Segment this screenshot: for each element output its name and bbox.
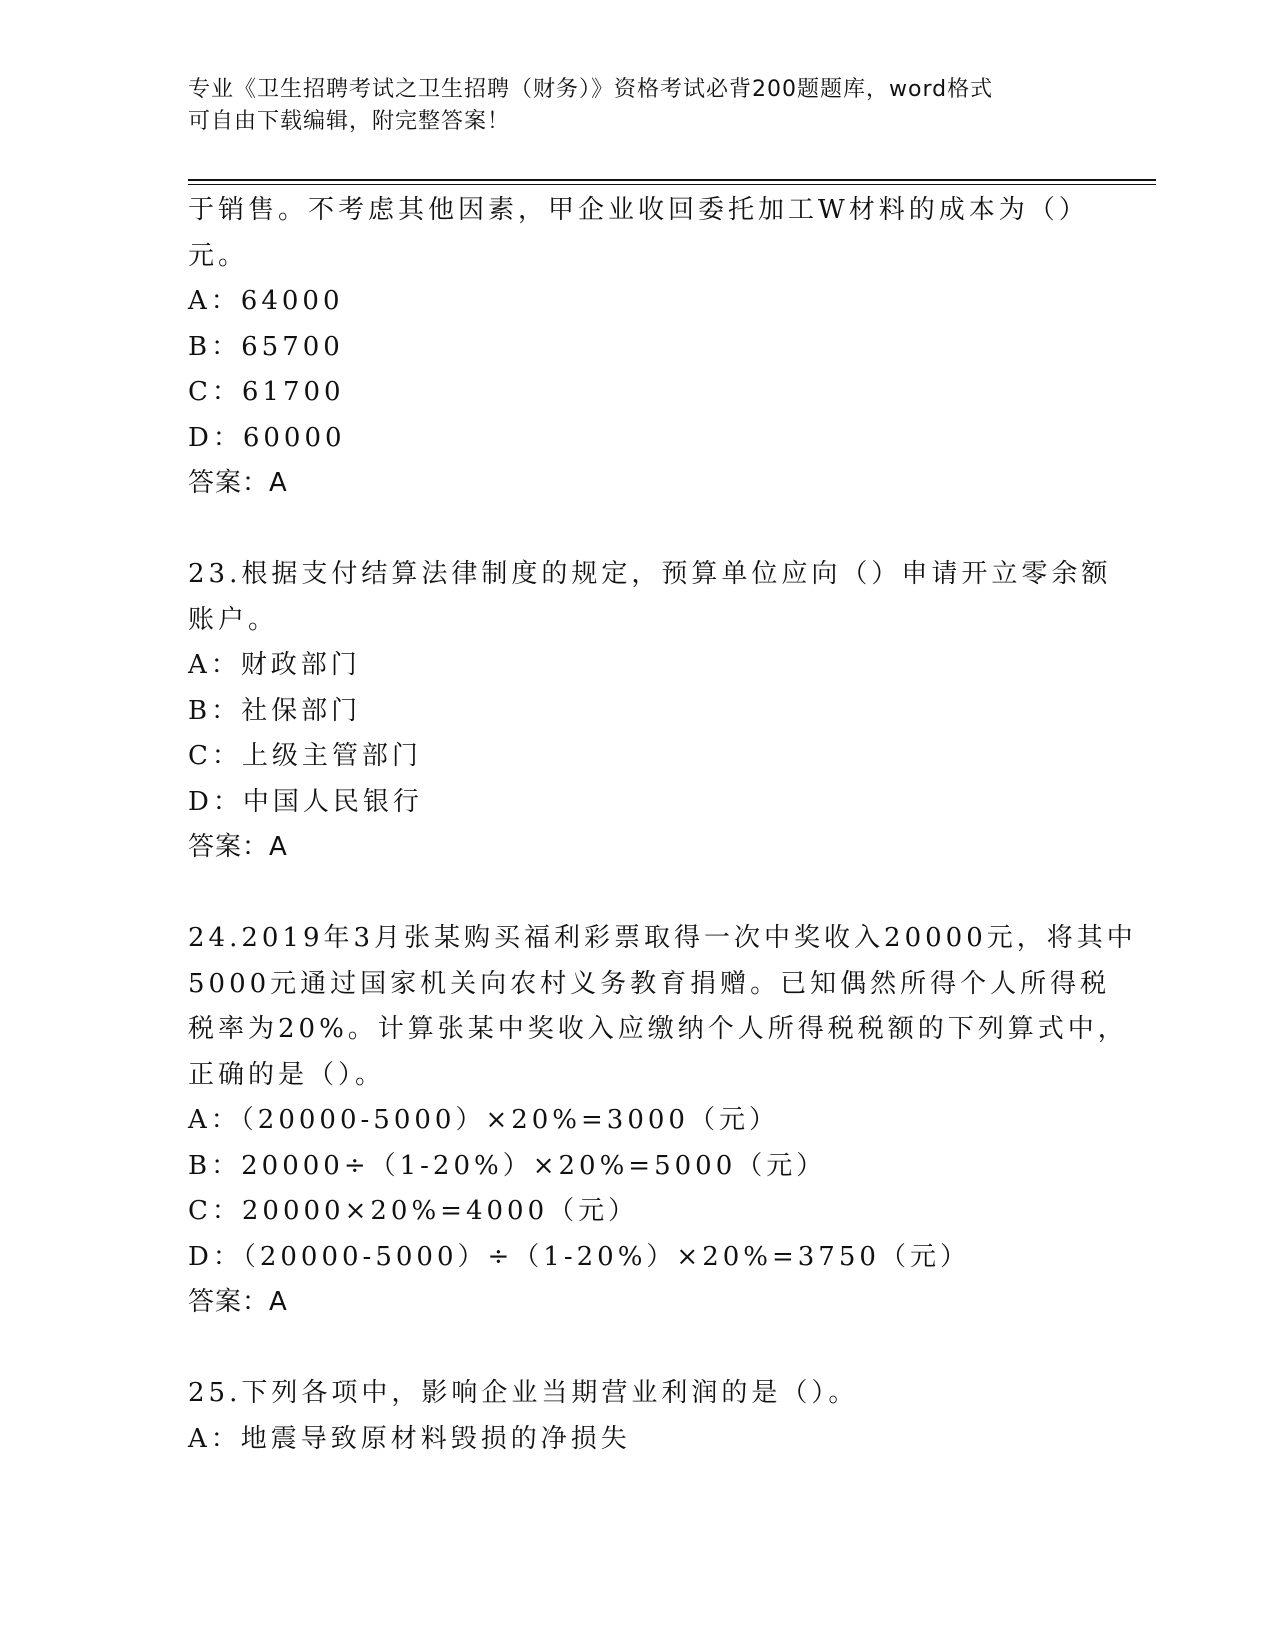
question-list: [188, 188, 1137, 1462]
question-23: [188, 552, 1112, 871]
option-b: B：社保部门: [188, 695, 362, 726]
question-stem-line: 23.根据支付结算法律制度的规定，预算单位应向（）申请开立零余额: [188, 559, 1112, 589]
answer-line: 答案：A: [188, 1287, 288, 1317]
question-24: [188, 916, 1137, 1326]
option-a: A：财政部门: [188, 650, 361, 680]
option-c: C：上级主管部门: [188, 741, 422, 771]
option-a: A：64000: [188, 286, 344, 316]
answer-line: 答案：A: [188, 468, 288, 498]
option-b: B：65700: [188, 331, 344, 362]
header-divider-thin: [188, 184, 1156, 185]
option-b: B：20000÷（1-20%）×20%=5000（元）: [188, 1150, 827, 1181]
question-stem-line: 元。: [188, 240, 249, 271]
option-d: D：中国人民银行: [188, 786, 423, 817]
question-stem-line: 5000元通过国家机关向农村义务教育捐赠。已知偶然所得个人所得税: [188, 968, 1111, 999]
header-title-line-2: 可自由下载编辑，附完整答案！: [188, 109, 511, 134]
question-22: [188, 188, 1088, 507]
spacer: [188, 507, 1088, 553]
question-stem-line: 税率为20%。计算张某中奖收入应缴纳个人所得税税额的下列算式中，: [188, 1014, 1128, 1044]
document-header: [188, 74, 1068, 138]
question-25: [188, 1371, 1088, 1462]
spacer: [188, 1326, 1088, 1372]
question-stem-line: 于销售。不考虑其他因素，甲企业收回委托加工W材料的成本为（）: [188, 195, 1089, 225]
question-stem-line: 25.下列各项中，影响企业当期营业利润的是（）。: [188, 1378, 859, 1408]
option-a: A：（20000-5000）×20%=3000（元）: [188, 1105, 779, 1135]
question-stem-line: 24.2019年3月张某购买福利彩票取得一次中奖收入20000元，将其中: [188, 923, 1137, 953]
question-stem-line: 正确的是（）。: [188, 1059, 386, 1090]
answer-line: 答案：A: [188, 832, 288, 862]
question-stem-line: 账户。: [188, 604, 279, 635]
option-c: C：61700: [188, 377, 345, 407]
option-d: D：（20000-5000）÷（1-20%）×20%=3750（元）: [188, 1241, 970, 1272]
spacer: [188, 871, 1088, 917]
option-a: A：地震导致原材料毁损的净损失: [188, 1423, 631, 1454]
header-divider-thick: [188, 179, 1156, 181]
option-c: C：20000×20%=4000（元）: [188, 1196, 639, 1226]
header-title-line-1: 专业《卫生招聘考试之卫生招聘（财务）》资格考试必背200题题库，word格式: [188, 77, 994, 102]
option-d: D：60000: [188, 422, 346, 453]
